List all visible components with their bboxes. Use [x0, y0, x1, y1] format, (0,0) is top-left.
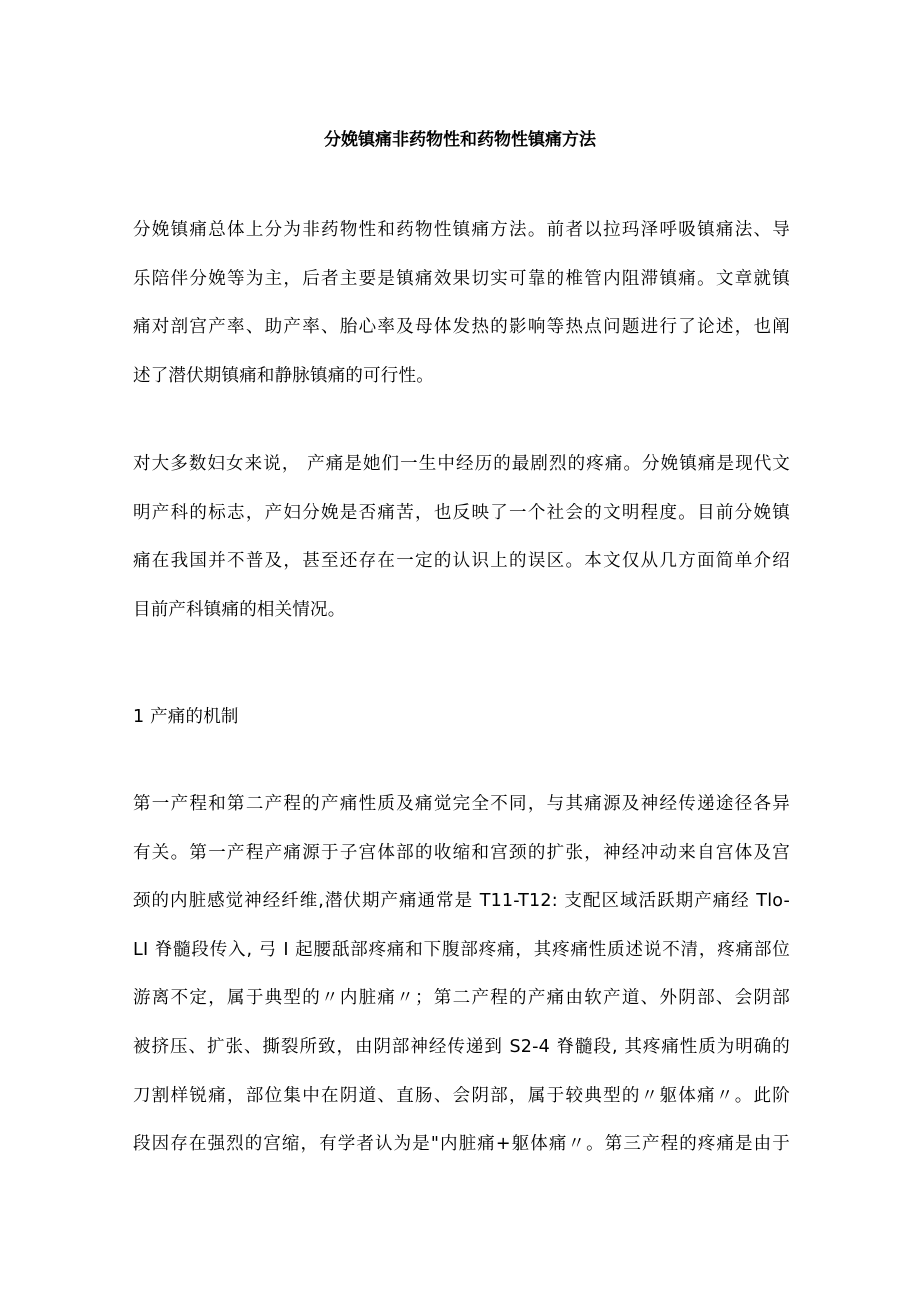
text-line: 明产科的标志，产妇分娩是否痛苦，也反映了一个社会的文明程度。目前分娩镇: [133, 502, 790, 523]
text-line: LI 脊髓段传入, 弓 I 起腰舐部疼痛和下腹部疼痛，其疼痛性质述说不清，疼痛部位: [133, 939, 790, 960]
text-line: 被挤压、扩张、撕裂所致，由阴部神经传递到 S2-4 脊髓段, 其疼痛性质为明确的: [133, 1036, 790, 1057]
text-line: 乐陪伴分娩等为主，后者主要是镇痛效果切实可靠的椎管内阻滞镇痛。文章就镇: [133, 268, 790, 289]
text-line: 目前产科镇痛的相关情况。: [133, 599, 346, 620]
text-line: 痛在我国并不普及，甚至还存在一定的认识上的误区。本文仅从几方面简单介绍: [133, 551, 790, 572]
paragraph-intro: [133, 440, 790, 634]
section-heading: [133, 693, 790, 742]
text-line: 对大多数妇女来说， 产痛是她们一生中经历的最剧烈的疼痛。分娩镇痛是现代文: [133, 454, 790, 474]
text-line: 有关。第一产程产痛源于子宫体部的收缩和宫颈的扩张，神经冲动来自宫体及宫: [133, 842, 790, 863]
text-line: 游离不定，属于典型的〃内脏痛〃；第二产程的产痛由软产道、外阴部、会阴部: [133, 988, 790, 1009]
document-title: 分娩镇痛非药物性和药物性镇痛方法: [324, 130, 596, 150]
paragraph-mechanism: [133, 780, 790, 1169]
text-line: 刀割样锐痛，部位集中在阴道、直肠、会阴部，属于较典型的〃躯体痛〃。此阶: [133, 1085, 790, 1106]
text-line: 痛对剖宫产率、助产率、胎心率及母体发热的影响等热点问题进行了论述，也阐: [133, 317, 790, 338]
text-line: 分娩镇痛总体上分为非药物性和药物性镇痛方法。前者以拉玛泽呼吸镇痛法、导: [133, 220, 790, 240]
text-line: 第一产程和第二产程的产痛性质及痛觉完全不同，与其痛源及神经传递途径各异: [133, 794, 790, 814]
text-line: 颈的内脏感觉神经纤维,潜伏期产痛通常是 T11-T12: 支配区域活跃期产痛经 Tlo-: [133, 891, 790, 912]
heading-text: 1 产痛的机制: [133, 707, 239, 727]
paragraph-abstract: [133, 206, 790, 400]
text-line: 述了潜伏期镇痛和静脉镇痛的可行性。: [133, 365, 434, 386]
text-line: 段因存在强烈的宫缩，有学者认为是"内脏痛+躯体痛〃。第三产程的疼痛是由于: [133, 1134, 790, 1155]
